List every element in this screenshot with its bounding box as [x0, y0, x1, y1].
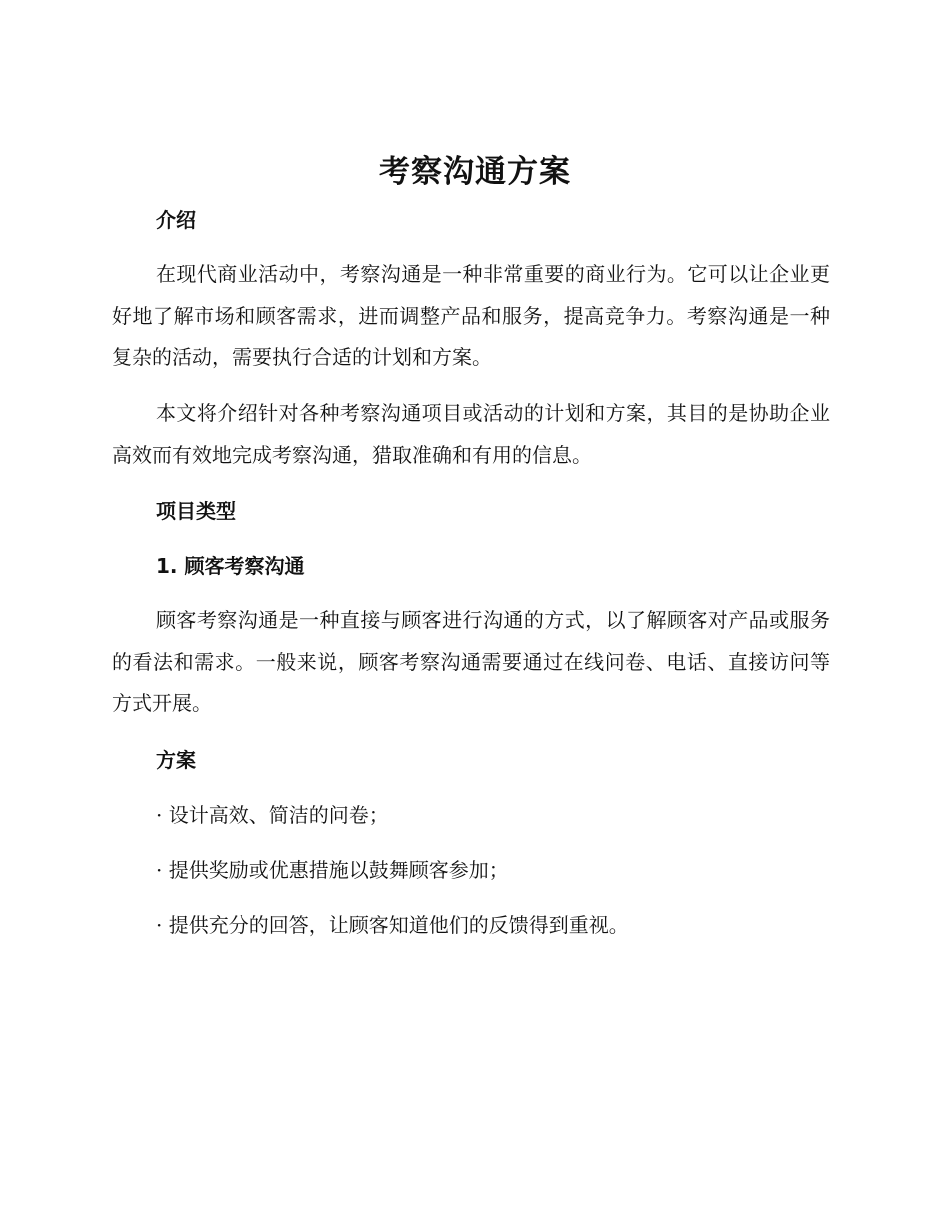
- plan-bullet-item: · 设计高效、简洁的问卷；: [156, 803, 389, 827]
- intro-paragraph-2: 本文将介绍针对各种考察沟通项目或活动的计划和方案，其目的是协助企业高效而有效地完成考察沟通，猎取准确和有用的信息。: [112, 401, 830, 467]
- section-heading-plan: 方案: [156, 748, 196, 772]
- plan-bullet-item: · 提供奖励或优惠措施以鼓舞顾客参加；: [156, 858, 509, 882]
- intro-paragraph-1: 在现代商业活动中，考察沟通是一种非常重要的商业行为。它可以让企业更好地了解市场和顾客需求，进而调整产品和服务，提高竞争力。考察沟通是一种复杂的活动，需要执行合适的计划和方案。: [112, 262, 830, 369]
- document-title: 考察沟通方案: [379, 154, 571, 190]
- customer-survey-paragraph: 顾客考察沟通是一种直接与顾客进行沟通的方式，以了解顾客对产品或服务的看法和需求。一般来说，顾客考察沟通需要通过在线问卷、电话、直接访问等方式开展。: [112, 608, 830, 715]
- section-heading-intro: 介绍: [156, 208, 196, 232]
- section-heading-project-types: 项目类型: [156, 499, 236, 523]
- plan-bullet-item: · 提供充分的回答，让顾客知道他们的反馈得到重视。: [156, 913, 629, 937]
- subsection-heading-customer-survey: 1. 顾客考察沟通: [156, 554, 305, 578]
